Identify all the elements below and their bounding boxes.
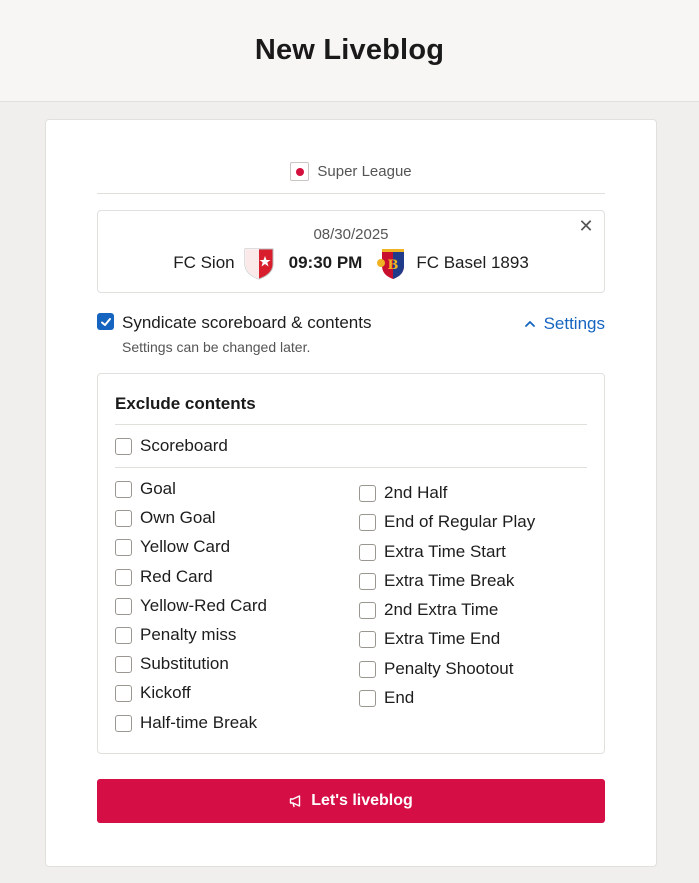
option-scoreboard[interactable] — [115, 436, 228, 456]
option-own-goal[interactable] — [115, 508, 216, 528]
option-kickoff[interactable] — [115, 683, 191, 703]
checkbox[interactable] — [115, 715, 132, 732]
divider — [115, 467, 587, 468]
page-title: New Liveblog — [254, 34, 445, 66]
option-2nd-extra-time[interactable] — [359, 600, 498, 620]
option-label: Extra Time End — [384, 629, 501, 648]
checkbox[interactable] — [115, 598, 132, 615]
option-yellow-card[interactable] — [115, 537, 230, 557]
liveblog-form-card — [45, 119, 657, 867]
match-time: 09:30 PM — [288, 253, 363, 272]
home-team-crest-icon — [243, 246, 275, 280]
option-red-card[interactable] — [115, 567, 213, 587]
option-label: 2nd Extra Time — [384, 600, 499, 619]
cta-label: Let's liveblog — [311, 792, 413, 809]
close-icon[interactable]: ✕ — [578, 216, 594, 236]
divider — [115, 424, 587, 425]
option-label: End of Regular Play — [384, 512, 536, 531]
checkbox[interactable] — [115, 569, 132, 586]
option-label: Extra Time Start — [384, 542, 506, 561]
syndicate-hint: Settings can be changed later. — [122, 339, 311, 355]
exclude-title: Exclude contents — [115, 394, 256, 413]
option-label: Red Card — [140, 567, 213, 586]
checkbox[interactable] — [115, 656, 132, 673]
checkbox[interactable] — [359, 661, 376, 678]
option-penalty-shootout[interactable] — [359, 659, 513, 679]
option-penalty-miss[interactable] — [115, 625, 236, 645]
option-half-time-break[interactable] — [115, 713, 257, 733]
checkbox[interactable] — [115, 627, 132, 644]
exclude-contents-panel — [97, 373, 605, 754]
syndicate-checkbox[interactable] — [97, 313, 114, 330]
option-yellow-red-card[interactable] — [115, 596, 267, 616]
lets-liveblog-button[interactable] — [97, 779, 605, 823]
league-name: Super League — [317, 163, 412, 180]
checkbox[interactable] — [359, 602, 376, 619]
svg-text:B: B — [387, 258, 399, 273]
checkbox[interactable] — [115, 438, 132, 455]
checkbox[interactable] — [359, 485, 376, 502]
option-label: Goal — [140, 479, 176, 498]
checkmark-icon — [100, 316, 112, 328]
settings-toggle[interactable] — [524, 314, 605, 334]
option-2nd-half[interactable] — [359, 483, 447, 503]
checkbox[interactable] — [115, 481, 132, 498]
option-label: Half-time Break — [140, 713, 258, 732]
megaphone-icon — [289, 794, 303, 808]
away-team-name: FC Basel 1893 — [416, 253, 529, 272]
chevron-up-icon — [524, 318, 536, 330]
option-goal[interactable] — [115, 479, 176, 499]
home-team-name: FC Sion — [173, 253, 235, 272]
match-date: 08/30/2025 — [313, 226, 389, 243]
option-label: End — [384, 688, 415, 707]
option-label: 2nd Half — [384, 483, 448, 502]
syndicate-label: Syndicate scoreboard & contents — [122, 313, 372, 332]
league-row — [97, 162, 605, 194]
option-label: Penalty Shootout — [384, 659, 514, 678]
checkbox[interactable] — [359, 631, 376, 648]
option-label: Own Goal — [140, 508, 216, 527]
settings-label: Settings — [543, 314, 605, 333]
checkbox[interactable] — [115, 539, 132, 556]
page-header — [0, 0, 699, 102]
checkbox[interactable] — [359, 514, 376, 531]
match-teams — [98, 246, 604, 280]
option-label: Penalty miss — [140, 625, 237, 644]
option-extra-time-start[interactable] — [359, 542, 506, 562]
option-label: Yellow Card — [140, 537, 231, 556]
match-card[interactable] — [97, 210, 605, 293]
option-extra-time-break[interactable] — [359, 571, 514, 591]
league-logo-icon — [290, 162, 309, 181]
away-team-crest-icon — [376, 246, 408, 280]
checkbox[interactable] — [115, 510, 132, 527]
option-label: Scoreboard — [140, 436, 228, 455]
option-label: Extra Time Break — [384, 571, 515, 590]
option-substitution[interactable] — [115, 654, 229, 674]
option-label: Substitution — [140, 654, 229, 673]
checkbox[interactable] — [359, 690, 376, 707]
checkbox[interactable] — [115, 685, 132, 702]
checkbox[interactable] — [359, 573, 376, 590]
option-label: Yellow-Red Card — [140, 596, 267, 615]
syndicate-option — [97, 313, 605, 357]
checkbox[interactable] — [359, 544, 376, 561]
option-end-of-regular-play[interactable] — [359, 512, 535, 532]
option-end[interactable] — [359, 688, 414, 708]
option-label: Kickoff — [140, 683, 191, 702]
option-extra-time-end[interactable] — [359, 629, 500, 649]
